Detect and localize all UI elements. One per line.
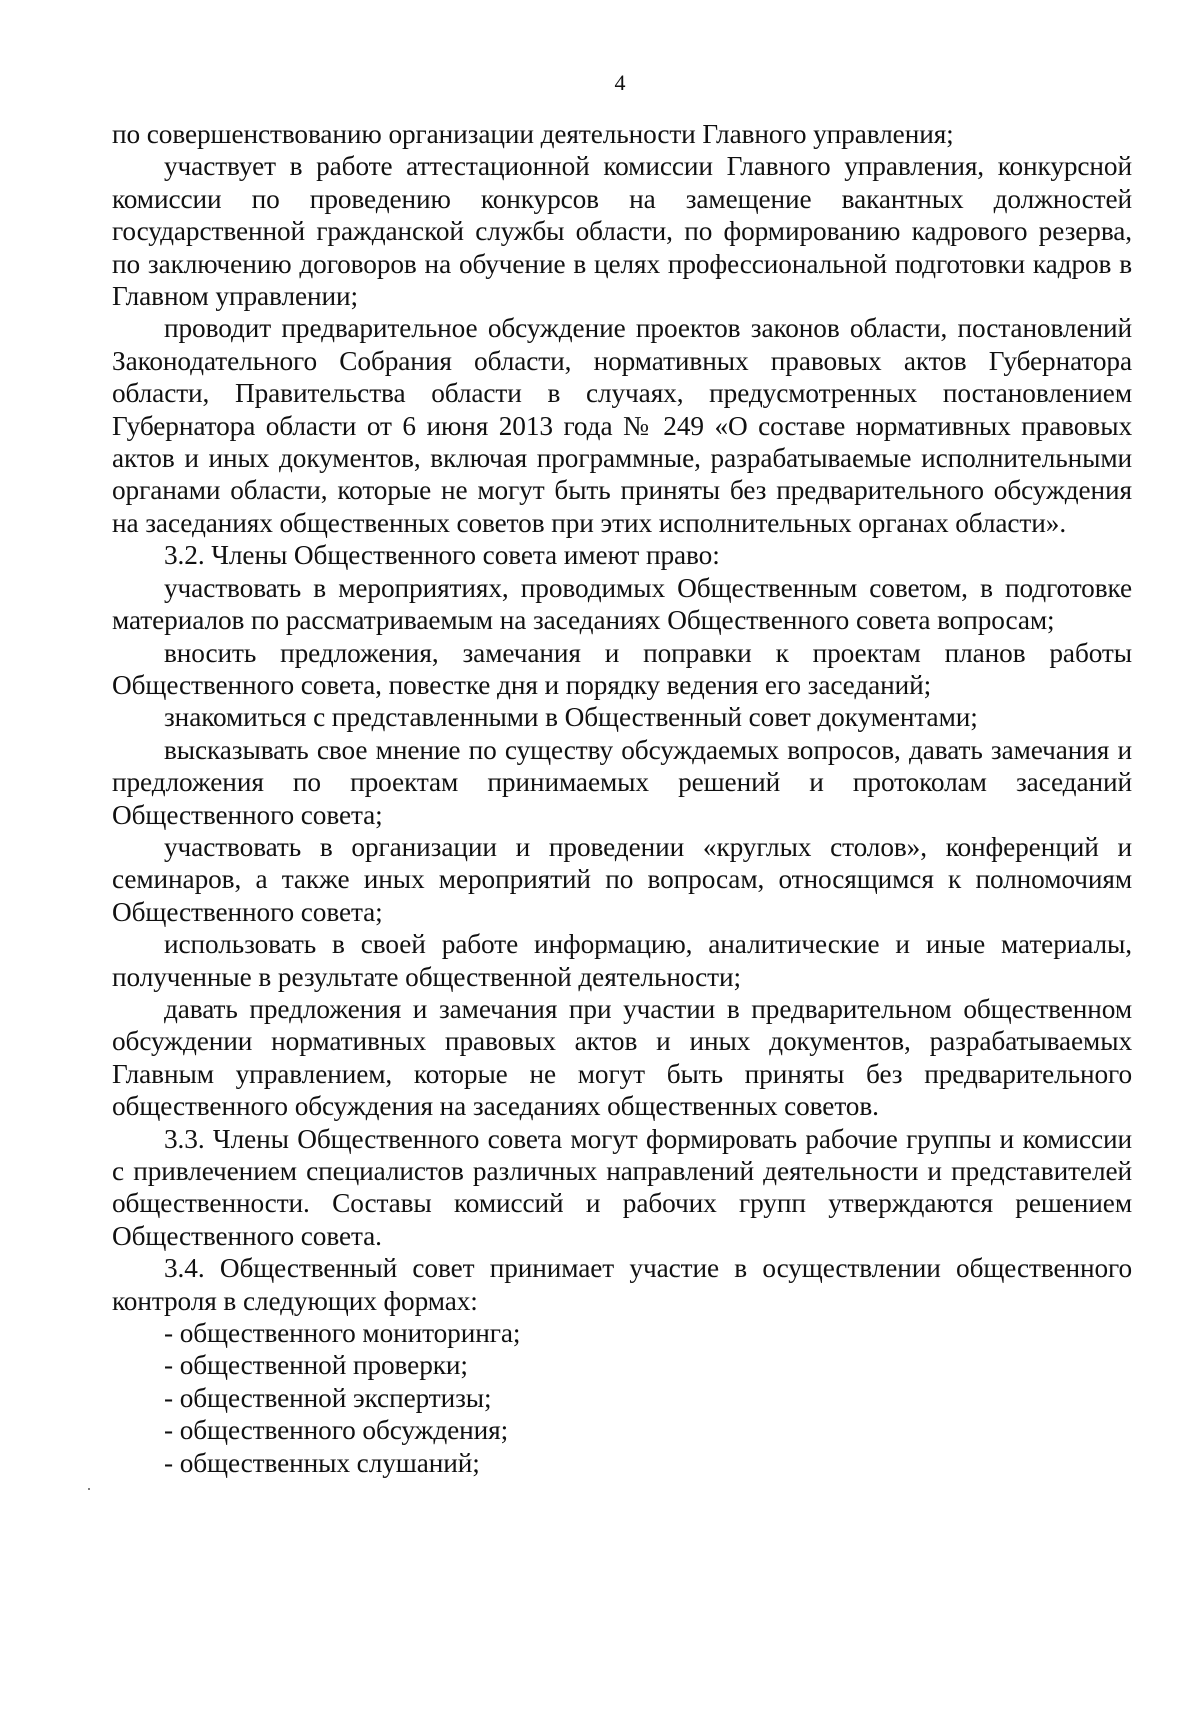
list-item: - общественной экспертизы; (164, 1382, 492, 1413)
paragraph: по совершенствованию организации деятельности Главного управления; (112, 119, 954, 149)
paragraph: давать предложения и замечания при участии в предварительном общественном обсуждении нормативных правовых актов и иных документов, разрабатываемых Главным управлением, которые не могут быть приняты без предварительного общественного обсуждения на заседаниях общественных советов. (112, 993, 1132, 1122)
paragraph: использовать в своей работе информацию, аналитические и иные материалы, полученные в результате общественной деятельности; (112, 929, 1132, 992)
paragraph: участвует в работе аттестационной комиссии Главного управления, конкурсной комиссии по проведению конкурсов на замещение вакантных должностей государственной гражданской службы области, по формированию кадрового резерва, по заключению договоров на обучение в целях профессиональной подготовки кадров в Главном управлении; (112, 151, 1132, 312)
paragraph: 3.4. Общественный совет принимает участие в осуществлении общественного контроля в следующих формах: (112, 1253, 1132, 1316)
paragraph: участвовать в организации и проведении «круглых столов», конференций и семинаров, а также иных мероприятий по вопросам, относящимся к полномочиям Общественного совета; (112, 831, 1132, 927)
list-item: - общественной проверки; (164, 1350, 468, 1381)
paragraph: вносить предложения, замечания и поправки к проектам планов работы Общественного совета, повестке дня и порядку ведения его заседаний; (112, 637, 1132, 700)
list-item: - общественных слушаний; (164, 1447, 480, 1478)
section-heading: 3.2. Члены Общественного совета имеют право: (164, 540, 720, 571)
page-number: 4 (614, 70, 626, 95)
list-item: - общественного обсуждения; (164, 1415, 509, 1446)
paragraph: высказывать свое мнение по существу обсуждаемых вопросов, давать замечания и предложения по проектам принимаемых решений и протоколам заседаний Общественного совета; (112, 734, 1132, 830)
paragraph: проводит предварительное обсуждение проектов законов области, постановлений Законодательного Собрания области, нормативных правовых актов Губернатора области, Правительства области в случаях, предусмотренных постановлением Губернатора области от 6 июня 2013 года № 249 «О составе нормативных правовых актов и иных документов, включая программные, разрабатываемые исполнительными органами области, которые не могут быть приняты без предварительного обсуждения на заседаниях общественных советов при этих исполнительных органах области». (112, 313, 1132, 538)
paragraph: участвовать в мероприятиях, проводимых Общественным советом, в подготовке материалов по рассматриваемым на заседаниях Общественного совета вопросам; (112, 572, 1132, 636)
paragraph: знакомиться с представленными в Общественный совет документами; (164, 702, 978, 733)
list-item: - общественного мониторинга; (164, 1318, 521, 1349)
scan-speck (88, 1488, 90, 1490)
paragraph: 3.3. Члены Общественного совета могут формировать рабочие группы и комиссии с привлечением специалистов различных направлений деятельности и представителей общественности. Составы комиссий и рабочих групп утверждаются решением Общественного совета. (112, 1123, 1132, 1251)
document-body (112, 118, 1132, 1479)
